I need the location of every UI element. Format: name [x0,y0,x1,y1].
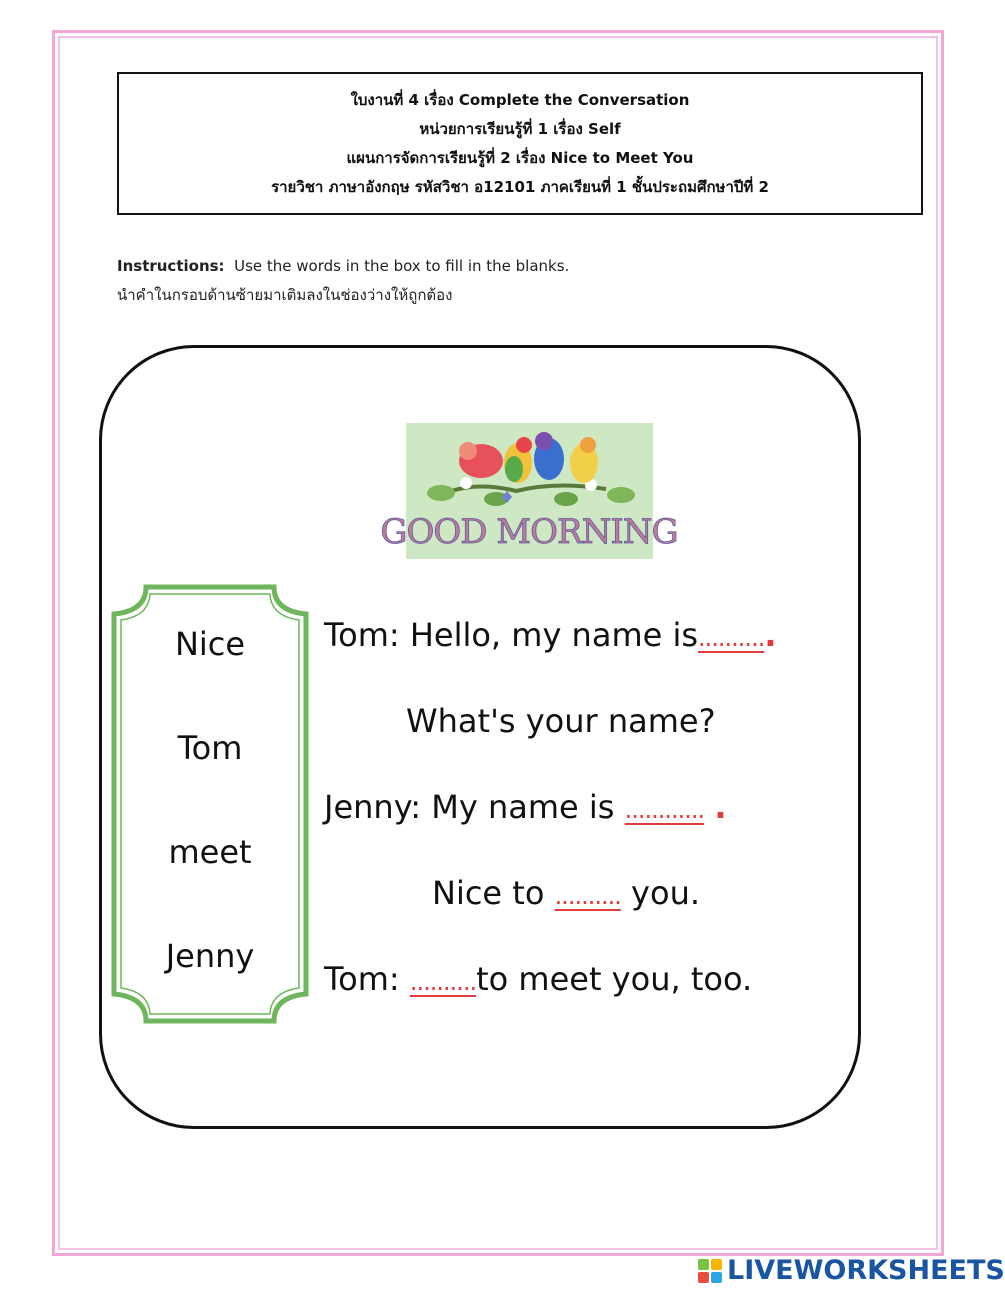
answer-blank[interactable]: ............ [624,796,705,824]
worksheet-header [117,72,923,215]
word-item: Tom [177,729,243,767]
good-morning-caption: GOOD MORNING [380,512,678,552]
line-text: My name is [431,788,615,826]
conversation-line-5 [324,959,752,1002]
liveworksheets-icon [697,1258,723,1284]
header-title: ใบงานที่ 4 เรื่อง Complete the Conversation [350,90,690,109]
conversation-line-1 [324,615,776,658]
line-text: Hello, my name is [409,616,699,654]
word-item: Nice [174,625,246,663]
answer-blank[interactable]: .......... [698,624,765,652]
line-text: Nice to [432,874,545,912]
brand-name: LIVEWORKSHEETS [727,1255,1005,1286]
header-unit: หน่วยการเรียนรู้ที่ 1 เรื่อง Self [419,119,621,138]
speaker-label: Jenny: [324,788,422,826]
line-text: What's your name? [406,702,716,740]
speaker-label: Tom: [324,616,400,654]
word-list [118,620,302,980]
line-end: . [764,616,777,654]
word-item: Jenny [165,937,255,975]
good-morning-picture [380,423,678,559]
line-end: . [714,788,727,826]
line-text: to meet you, too. [476,960,753,998]
answer-blank[interactable]: .......... [409,968,477,996]
conversation-line-4 [432,873,700,916]
answer-blank[interactable]: .......... [554,882,621,910]
word-item: meet [168,833,252,871]
instructions [117,252,569,310]
line-text: you. [631,874,701,912]
instructions-text: Use the words in the box to fill in the blanks. [234,257,570,275]
speaker-label: Tom: [324,960,400,998]
conversation-line-3 [324,787,727,830]
header-subject: รายวิชา ภาษาอังกฤษ รหัสวิชา อ12101 ภาคเรียนที่ 1 ชั้นประถมศึกษาปีที่ 2 [271,177,769,196]
instructions-thai: นำคำในกรอบด้านซ้ายมาเติมลงในช่องว่างให้ถูกต้อง [117,286,453,304]
conversation-line-2 [406,701,716,741]
liveworksheets-logo[interactable] [697,1255,1005,1287]
header-plan: แผนการจัดการเรียนรู้ที่ 2 เรื่อง Nice to Meet You [346,148,694,167]
instructions-label: Instructions: [117,257,225,275]
